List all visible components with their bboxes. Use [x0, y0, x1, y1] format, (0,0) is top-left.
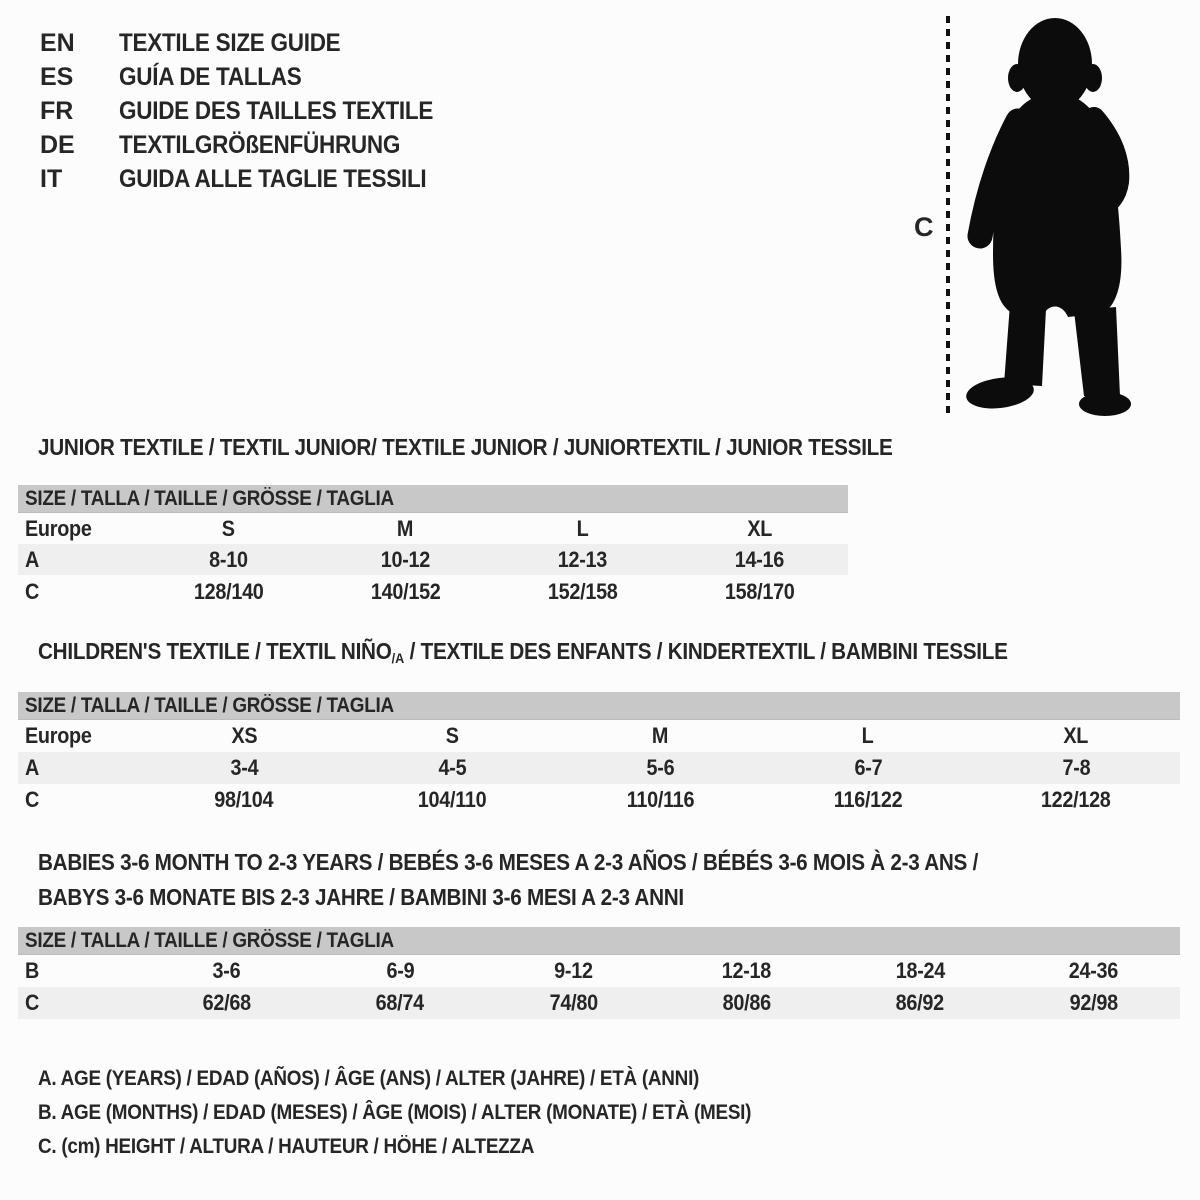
- height-figure: [900, 0, 1160, 430]
- size-cell: M: [397, 515, 414, 541]
- height-cell: 140/152: [370, 578, 441, 604]
- baby-silhouette-icon: [958, 14, 1138, 419]
- table-header-size: SIZE / TALLA / TAILLE / GRÖSSE / TAGLIA: [18, 927, 1180, 955]
- junior-size-table: [18, 485, 848, 608]
- children-section-title-text: CHILDREN'S TEXTILE / TEXTIL $NIÑO_{/A}$ / TEXTILE DES ENFANTS / KINDERTEXTIL / BAMBINI TESSILE: [38, 638, 1008, 666]
- language-row: [40, 162, 468, 196]
- table-row: [18, 544, 848, 575]
- age-cell: 12-13: [557, 546, 608, 572]
- legend-line-b: B. AGE (MONTHS) / EDAD (MESES) / ÂGE (MOIS) / ALTER (MONATE) / ETÀ (MESI): [38, 1101, 752, 1124]
- height-cell: 158/170: [724, 578, 795, 604]
- row-label: A: [25, 546, 40, 572]
- age-cell: 9-12: [554, 958, 593, 983]
- height-cell: 128/140: [193, 578, 264, 604]
- table-row: [18, 575, 848, 608]
- legend-line-a: A. AGE (YEARS) / EDAD (AÑOS) / ÂGE (ANS) / ALTER (JAHRE) / ETÀ (ANNI): [38, 1067, 700, 1090]
- row-label: C: [25, 578, 40, 604]
- age-cell: 12-18: [722, 958, 772, 983]
- measurement-legend: [38, 1062, 830, 1164]
- height-cell: 110/116: [626, 787, 694, 812]
- age-cell: 6-7: [854, 755, 882, 780]
- size-cell: L: [576, 515, 589, 541]
- language-title-list: [40, 26, 468, 196]
- table-header-size: SIZE / TALLA / TAILLE / GRÖSSE / TAGLIA: [18, 692, 1180, 720]
- height-cell: 62/68: [202, 990, 251, 1015]
- junior-section-title-text: JUNIOR TEXTILE / TEXTIL JUNIOR/ TEXTILE JUNIOR / JUNIORTEXTIL / JUNIOR TESSILE: [38, 434, 893, 460]
- height-cell: 92/98: [1069, 990, 1118, 1015]
- size-cell: M: [651, 723, 669, 748]
- babies-section-title-line1: BABIES 3-6 MONTH TO 2-3 YEARS / BEBÉS 3-6 MESES A 2-3 AÑOS / BÉBÉS 3-6 MOIS À 2-3 ANS /: [38, 849, 979, 875]
- age-cell: 10-12: [380, 546, 431, 572]
- language-code: IT: [40, 165, 63, 193]
- size-cell: S: [445, 723, 459, 748]
- row-label: A: [25, 755, 40, 780]
- age-cell: 3-6: [212, 958, 241, 983]
- age-cell: 4-5: [438, 755, 466, 780]
- guide-title: GUIDA ALLE TAGLIE TESSILI: [119, 165, 427, 193]
- size-cell: XL: [1063, 723, 1089, 748]
- age-cell: 7-8: [1062, 755, 1090, 780]
- language-code: ES: [40, 63, 74, 91]
- junior-section-title: [38, 433, 988, 461]
- age-cell: 24-36: [1068, 958, 1118, 983]
- height-cell: 122/128: [1041, 787, 1111, 812]
- height-measure-line: [946, 16, 950, 418]
- table-row: [18, 955, 1180, 987]
- language-code: FR: [40, 97, 74, 125]
- size-cell: XL: [747, 515, 772, 541]
- height-measure-label: C: [914, 212, 934, 242]
- height-cell: 104/110: [417, 787, 487, 812]
- age-cell: 8-10: [209, 546, 248, 572]
- age-cell: 18-24: [895, 958, 945, 983]
- language-code: DE: [40, 131, 75, 159]
- row-label: Europe: [25, 723, 92, 748]
- language-row: [40, 94, 468, 128]
- size-cell: S: [222, 515, 235, 541]
- language-code: EN: [40, 29, 75, 57]
- table-row: [18, 720, 1180, 752]
- table-row: [18, 513, 848, 544]
- table-row: [18, 784, 1180, 816]
- babies-section-title: [38, 845, 1083, 915]
- language-row: [40, 26, 468, 60]
- table-row: [18, 752, 1180, 784]
- height-cell: 74/80: [549, 990, 598, 1015]
- height-cell: 98/104: [214, 787, 274, 812]
- babies-size-table: [18, 927, 1180, 1019]
- height-cell: 116/122: [833, 787, 903, 812]
- size-cell: XS: [231, 723, 257, 748]
- babies-section-title-line2: BABYS 3-6 MONATE BIS 2-3 JAHRE / BAMBINI 3-6 MESI A 2-3 ANNI: [38, 884, 684, 910]
- table-header-size: SIZE / TALLA / TAILLE / GRÖSSE / TAGLIA: [18, 485, 848, 513]
- children-size-table: [18, 692, 1180, 816]
- guide-title: TEXTILGRÖßENFÜHRUNG: [119, 131, 401, 159]
- height-cell: 86/92: [895, 990, 945, 1015]
- row-label: C: [25, 990, 40, 1015]
- age-cell: 14-16: [734, 546, 785, 572]
- row-label: C: [25, 787, 40, 812]
- age-cell: 3-4: [230, 755, 258, 780]
- height-cell: 68/74: [375, 990, 425, 1015]
- guide-title: TEXTILE SIZE GUIDE: [119, 29, 341, 57]
- height-cell: 152/158: [547, 578, 618, 604]
- row-label: Europe: [25, 515, 92, 541]
- size-cell: L: [862, 723, 874, 748]
- legend-line-c: C. (cm) HEIGHT / ALTURA / HAUTEUR / HÖHE / ALTEZZA: [38, 1135, 535, 1158]
- language-row: [40, 128, 468, 162]
- age-cell: 6-9: [386, 958, 414, 983]
- guide-title: GUÍA DE TALLAS: [119, 63, 302, 91]
- language-row: [40, 60, 468, 94]
- children-section-title: [38, 637, 1115, 672]
- nino-a-subscript: /A: [391, 650, 405, 666]
- guide-title: GUIDE DES TAILLES TEXTILE: [119, 97, 434, 125]
- age-cell: 5-6: [646, 755, 674, 780]
- row-label: B: [25, 958, 40, 983]
- height-cell: 80/86: [722, 990, 771, 1015]
- table-row: [18, 987, 1180, 1019]
